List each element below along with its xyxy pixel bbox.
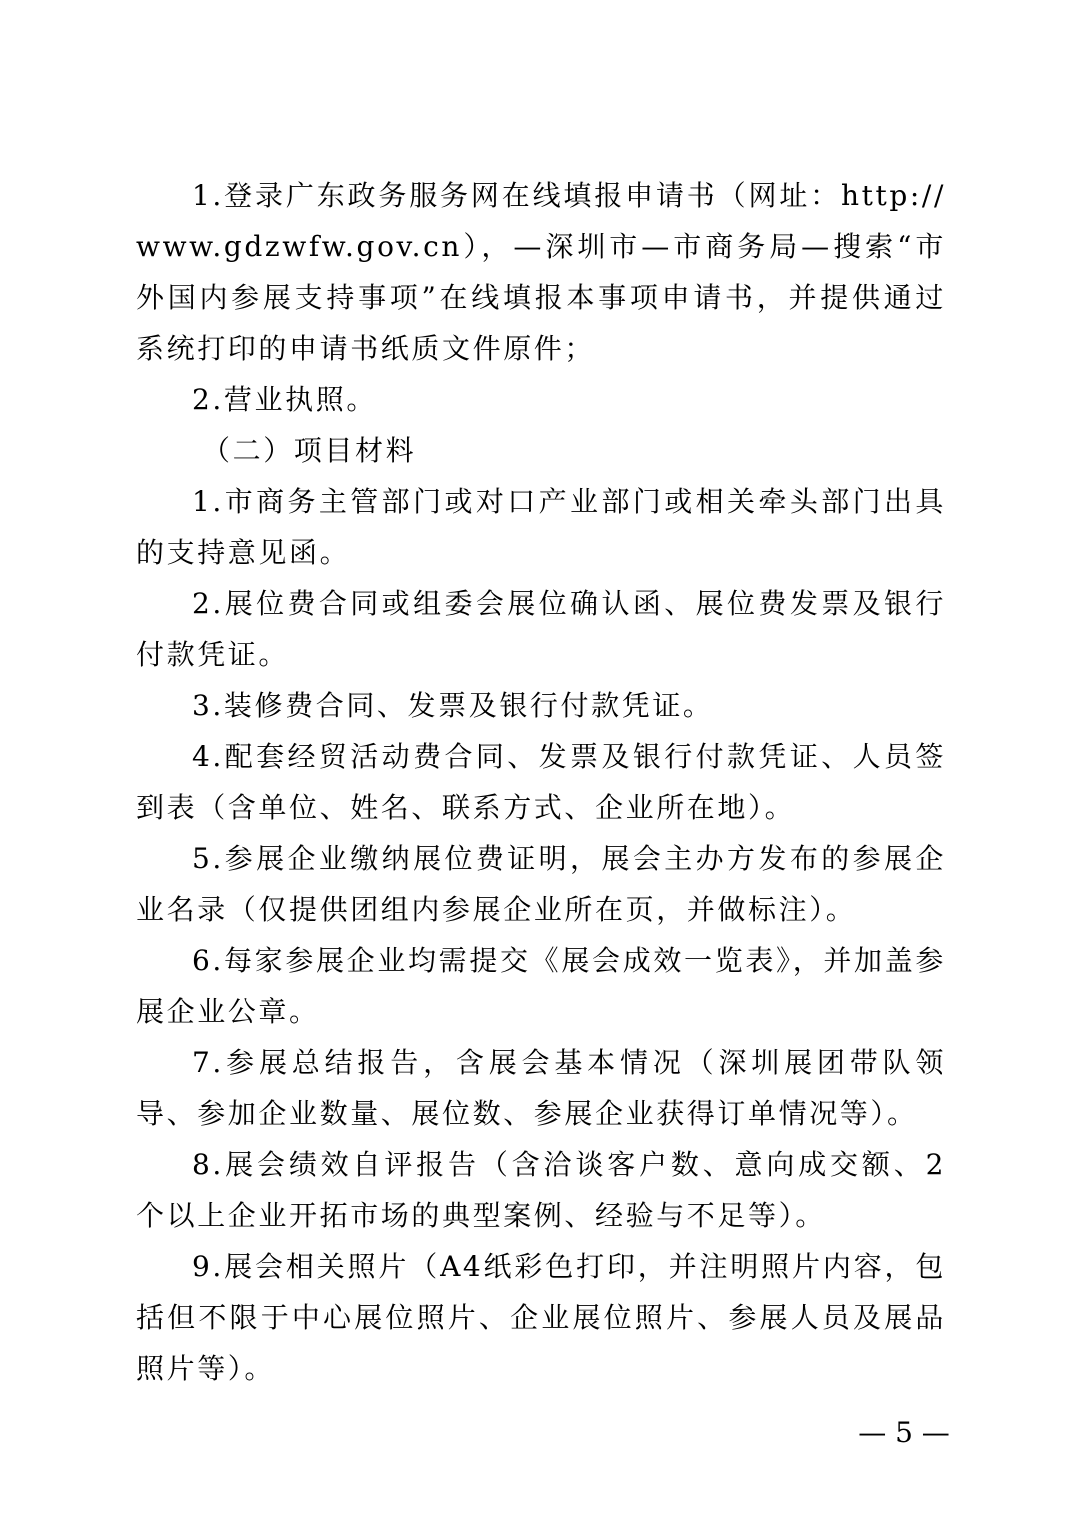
- paragraph-self-evaluation: 8.展会绩效自评报告（含洽谈客户数、意向成交额、2个以上企业开拓市场的典型案例、经验与不足等）。: [136, 1148, 946, 1232]
- section-heading-project-materials: （二）项目材料: [202, 434, 417, 467]
- paragraph-photos: 9.展会相关照片（A4纸彩色打印，并注明照片内容，包括但不限于中心展位照片、企业展位照片、参展人员及展品照片等）。: [136, 1250, 946, 1385]
- paragraph-decoration-fee: 3.装修费合同、发票及银行付款凭证。: [192, 689, 714, 722]
- page-number: — 5 —: [858, 1416, 950, 1449]
- paragraph-trade-activity-fee: 4.配套经贸活动费合同、发票及银行付款凭证、人员签到表（含单位、姓名、联系方式、企业所在地）。: [136, 740, 946, 824]
- document-body: [136, 170, 946, 1394]
- paragraph-booth-fee: 2.展位费合同或组委会展位确认函、展位费发票及银行付款凭证。: [136, 587, 946, 671]
- paragraph-business-license: 2.营业执照。: [192, 383, 377, 416]
- paragraph-support-letter: 1.市商务主管部门或对口产业部门或相关牵头部门出具的支持意见函。: [136, 485, 946, 569]
- paragraph-summary-report: 7.参展总结报告，含展会基本情况（深圳展团带队领导、参加企业数量、展位数、参展企业获得订单情况等）。: [136, 1046, 946, 1130]
- paragraph-exhibitor-proof: 5.参展企业缴纳展位费证明，展会主办方发布的参展企业名录（仅提供团组内参展企业所在页，并做标注）。: [136, 842, 946, 926]
- paragraph-results-table: 6.每家参展企业均需提交《展会成效一览表》，并加盖参展企业公章。: [136, 944, 946, 1028]
- paragraph-online-application: 1.登录广东政务服务网在线填报申请书（网址：http://www.gdzwfw.gov.cn），—深圳市—市商务局—搜索“市外国内参展支持事项”在线填报本事项申请书，并提供通过系统打印的申请书纸质文件原件；: [136, 179, 946, 365]
